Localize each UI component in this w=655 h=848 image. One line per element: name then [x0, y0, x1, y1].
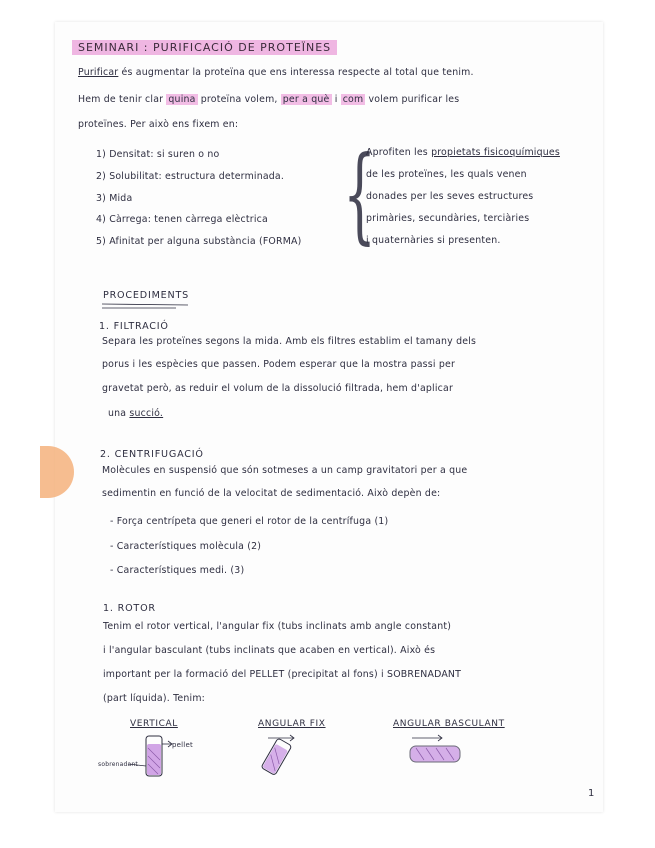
label-sobrenadant: sobrenadant	[98, 761, 138, 768]
intro-line-3: proteïnes. Per això ens fixem en:	[78, 119, 239, 130]
filtracio-text: una	[108, 408, 130, 419]
heading-underline	[100, 302, 192, 310]
angular-fix-tube-icon	[261, 738, 292, 775]
highlight-per-a-que: per a què	[282, 94, 330, 105]
intro-text: volem purificar les	[365, 94, 460, 105]
criteria-item: 1) Densitat: si suren o no	[96, 149, 220, 160]
filtracio-line: gravetat però, as reduir el volum de la dissolució filtrada, hem d'aplicar	[102, 383, 454, 394]
subsection-heading: 1. ROTOR	[103, 603, 156, 614]
section-heading: PROCEDIMENTS	[103, 290, 190, 301]
subsection-heading: 2. CENTRIFUGACIÓ	[100, 449, 204, 460]
centrifugacio-item: - Força centrípeta que generi el rotor de la centrífuga (1)	[110, 516, 389, 527]
page-title: SEMINARI : PURIFICACIÓ DE PROTEÏNES	[72, 40, 337, 55]
note-line: i quaternàries si presenten.	[366, 235, 501, 246]
intro-keyword: Purificar	[78, 67, 119, 78]
subsection-heading: 1. FILTRACIÓ	[99, 321, 169, 332]
centrifugacio-line: Molècules en suspensió que són sotmeses a un camp gravitatori per a que	[102, 465, 468, 476]
intro-text: és augmentar la proteïna que ens interessa respecte al total que tenim.	[118, 67, 474, 78]
criteria-item: 4) Càrrega: tenen càrrega elèctrica	[96, 214, 268, 225]
centrifugacio-item: - Característiques medi. (3)	[110, 565, 245, 576]
figure-label-angular-basculant: ANGULAR BASCULANT	[393, 719, 505, 729]
centrifugacio-item: - Característiques molècula (2)	[110, 541, 262, 552]
rotor-line: Tenim el rotor vertical, l'angular fix (tubs inclinats amb angle constant)	[103, 621, 452, 632]
vertical-tube-icon	[128, 736, 172, 776]
note-line: donades per les seves estructures	[366, 191, 534, 202]
filtracio-line: Separa les proteïnes segons la mida. Amb els filtres establim el tamany dels	[102, 336, 477, 347]
figure-label-vertical: VERTICAL	[130, 719, 178, 729]
intro-text: proteïna volem,	[197, 94, 281, 105]
filtracio-underlined: succió.	[129, 408, 164, 419]
criteria-item: 5) Afinitat per alguna substància (FORMA)	[96, 236, 302, 247]
label-pellet: pellet	[172, 741, 193, 749]
angular-basculant-tube-icon	[410, 735, 460, 762]
rotor-line: i l'angular basculant (tubs inclinats que acaben en vertical). Això és	[103, 645, 436, 656]
figure-label-angular-fix: ANGULAR FIX	[258, 719, 326, 729]
note-text: Aprofiten les	[366, 147, 432, 158]
centrifugacio-line: sedimentin en funció de la velocitat de sedimentació. Això depèn de:	[102, 488, 441, 499]
page-number: 1	[588, 788, 595, 799]
criteria-item: 2) Solubilitat: estructura determinada.	[96, 171, 285, 182]
intro-text: i	[331, 94, 341, 105]
note-underlined: propietats fisicoquímiques	[431, 147, 560, 158]
note-line: primàries, secundàries, terciàries	[366, 213, 530, 224]
filtracio-line	[108, 408, 163, 419]
note-line-1	[366, 147, 560, 158]
intro-line-2	[78, 94, 459, 105]
rotor-line: (part líquida). Tenim:	[103, 693, 206, 704]
filtracio-line: porus i les espècies que passen. Podem esperar que la mostra passi per	[102, 359, 455, 370]
intro-line-1	[78, 67, 474, 78]
note-line: de les proteïnes, les quals venen	[366, 169, 527, 180]
rotor-diagrams	[108, 730, 538, 790]
highlight-quina: quina	[168, 94, 196, 105]
curly-brace: {	[343, 133, 377, 255]
rotor-line: important per la formació del PELLET (precipitat al fons) i SOBRENADANT	[103, 669, 462, 680]
intro-text: Hem de tenir clar	[78, 94, 167, 105]
criteria-item: 3) Mida	[96, 193, 133, 204]
highlight-com: com	[342, 94, 364, 105]
